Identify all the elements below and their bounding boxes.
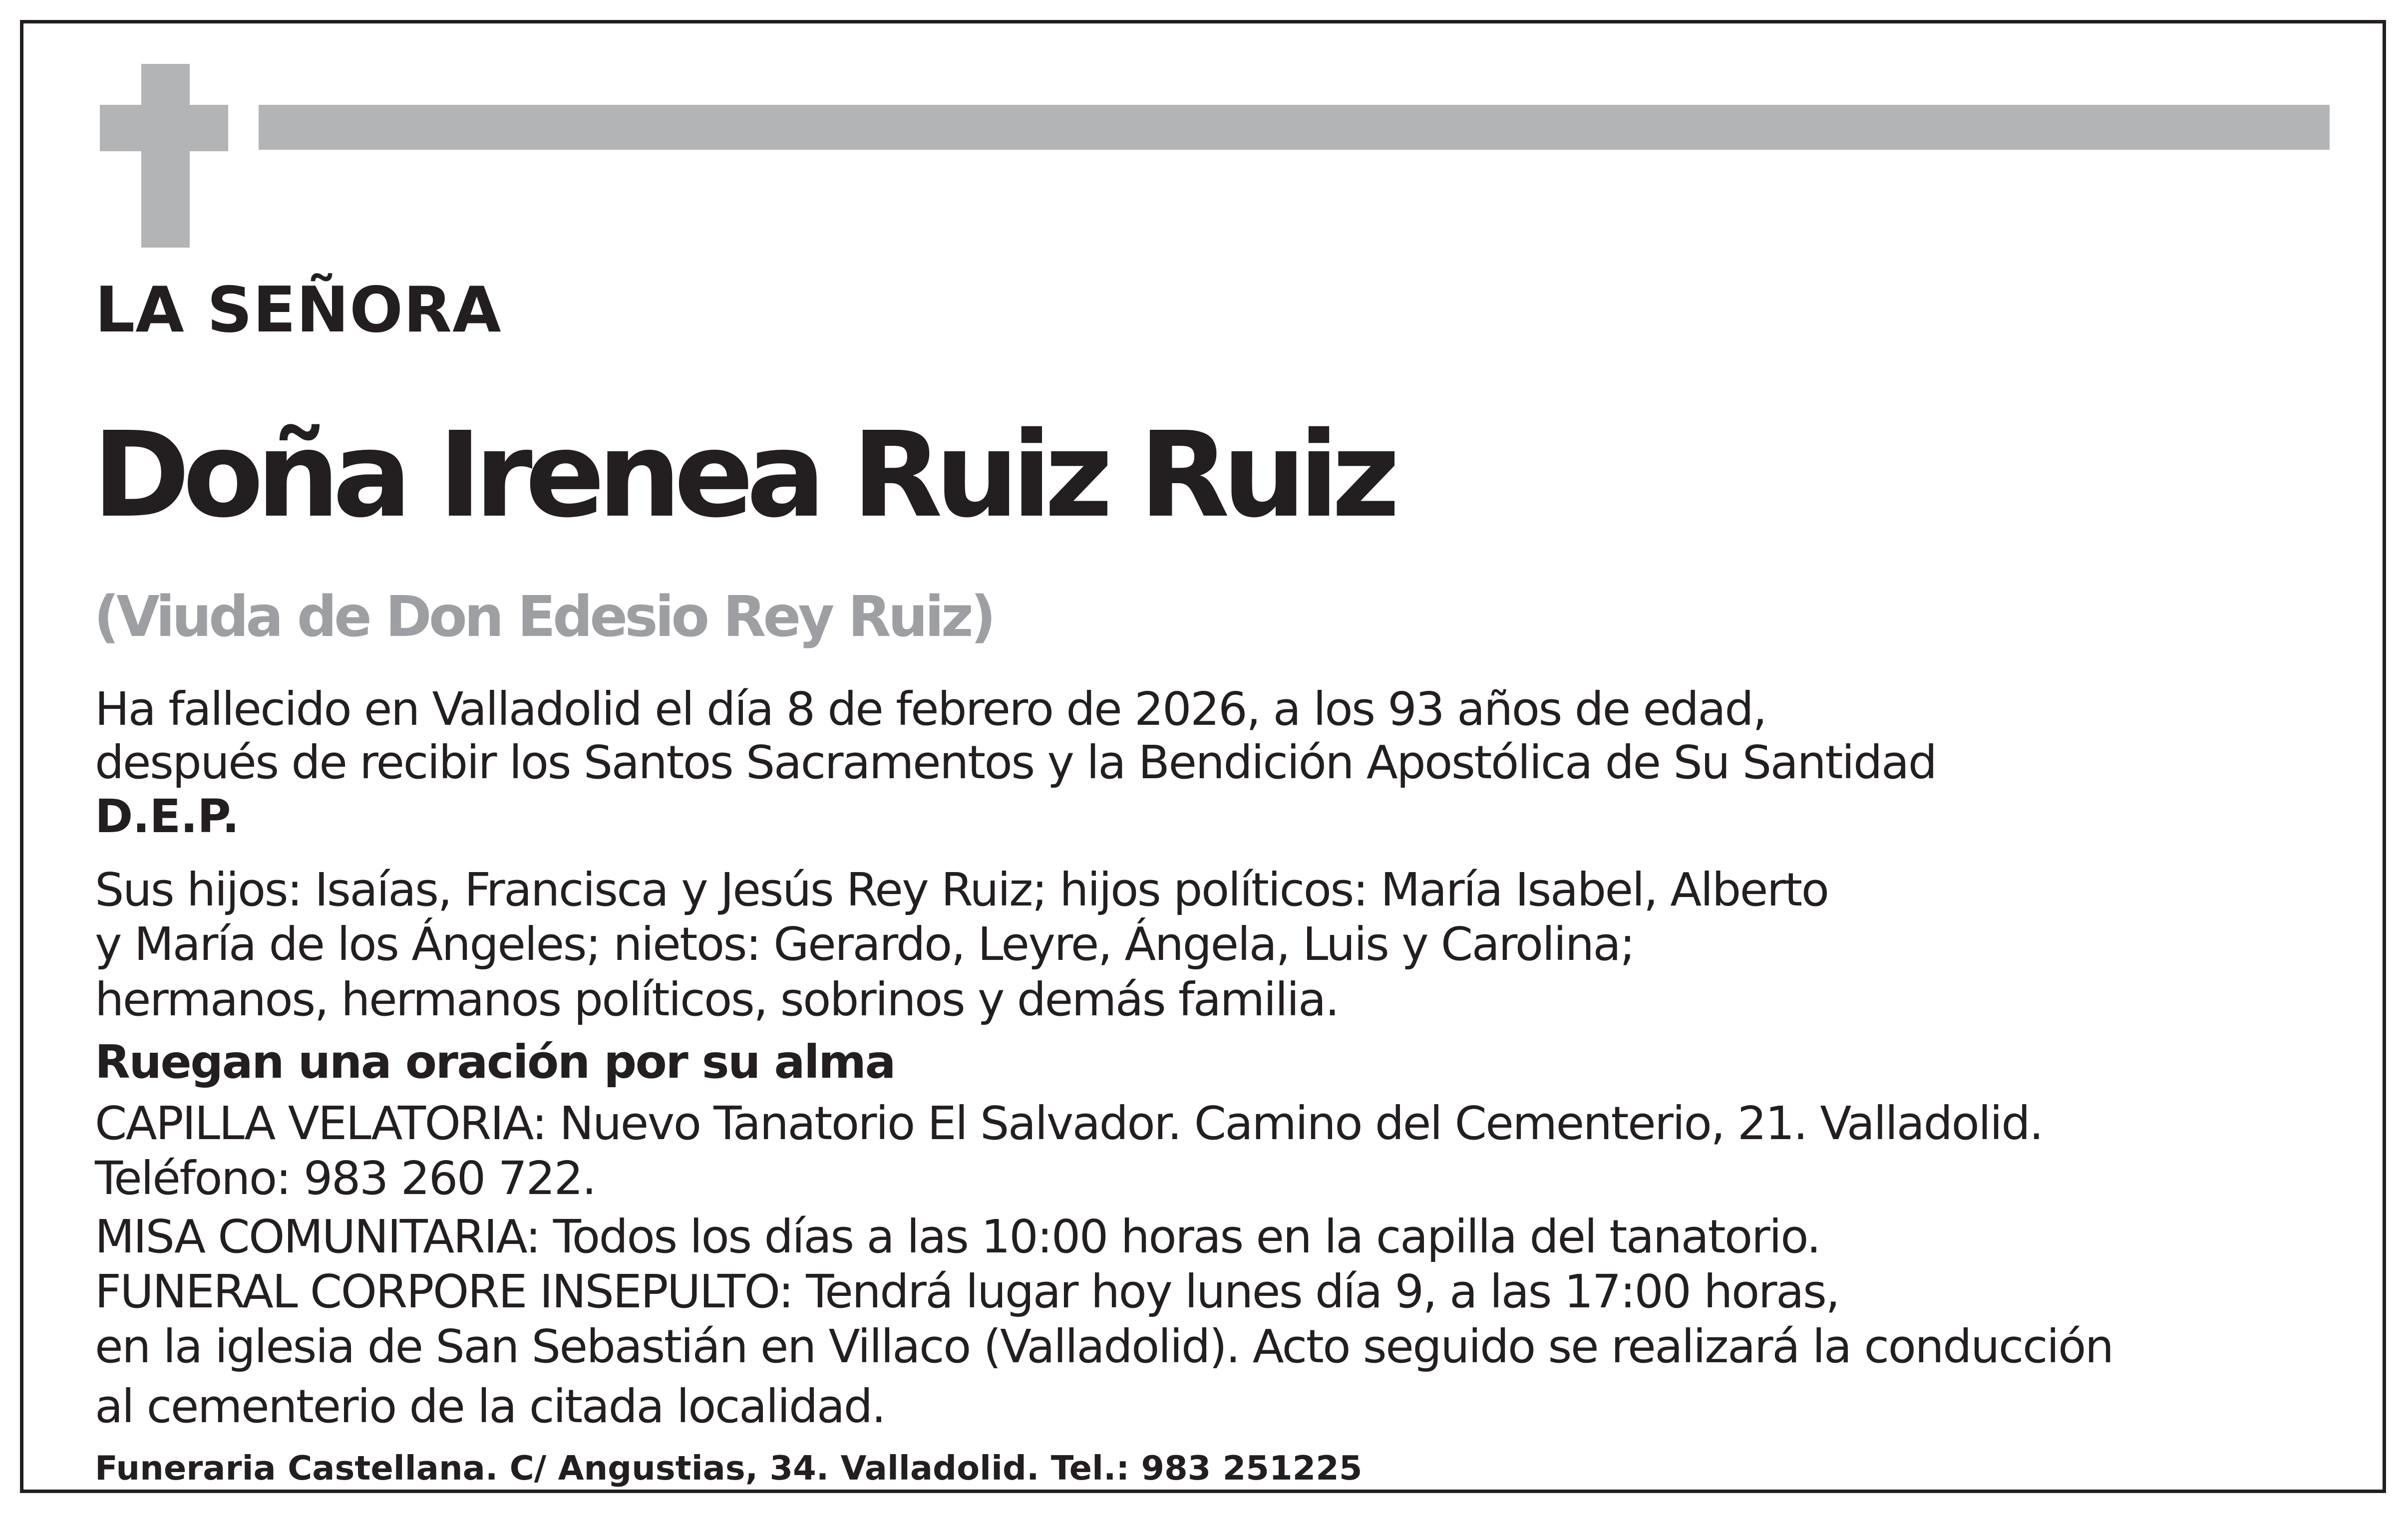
sacraments-line: después de recibir los Santos Sacramentos y la Bendición Apostólica de Su Santidad: [95, 736, 1936, 789]
rip-line: D.E.P.: [95, 790, 239, 843]
header-rule: [259, 105, 2330, 150]
widow-subtitle: (Viuda de Don Edesio Rey Ruiz): [94, 585, 994, 649]
prayer-request-line: Ruegan una oración por su alma: [95, 1035, 895, 1089]
deceased-name: Doña Irenea Ruiz Ruiz: [92, 406, 1393, 544]
death-announcement-line: Ha fallecido en Valladolid el día 8 de febrero de 2026, a los 93 años de edad,: [95, 682, 1766, 736]
funeral-line-3: al cementerio de la citada localidad.: [95, 1380, 885, 1433]
funeral-home-footer: Funeraria Castellana. C/ Angustias, 34. Valladolid. Tel.: 983 251225: [95, 1449, 1363, 1488]
family-line-1: Sus hijos: Isaías, Francisca y Jesús Rey Ruiz; hijos políticos: María Isabel, Alberto: [95, 863, 1828, 916]
cross-horizontal-bar: [100, 105, 228, 151]
family-line-3: hermanos, hermanos políticos, sobrinos y demás familia.: [95, 973, 1339, 1026]
cross-vertical-bar: [141, 64, 190, 248]
notice-heading: LA SEÑORA: [95, 273, 502, 346]
community-mass-line: MISA COMUNITARIA: Todos los días a las 10:00 horas en la capilla del tanatorio.: [95, 1210, 1820, 1263]
funeral-line-2: en la iglesia de San Sebastián en Villaco (Valladolid). Acto seguido se realizará la conducción: [95, 1320, 2113, 1373]
funeral-line-1: FUNERAL CORPORE INSEPULTO: Tendrá lugar hoy lunes día 9, a las 17:00 horas,: [95, 1265, 1839, 1318]
family-line-2: y María de los Ángeles; nietos: Gerardo, Leyre, Ángela, Luis y Carolina;: [95, 917, 1634, 971]
chapel-line: CAPILLA VELATORIA: Nuevo Tanatorio El Salvador. Camino del Cementerio, 21. Valladolid.: [95, 1097, 2043, 1150]
phone-line: Teléfono: 983 260 722.: [95, 1152, 596, 1205]
